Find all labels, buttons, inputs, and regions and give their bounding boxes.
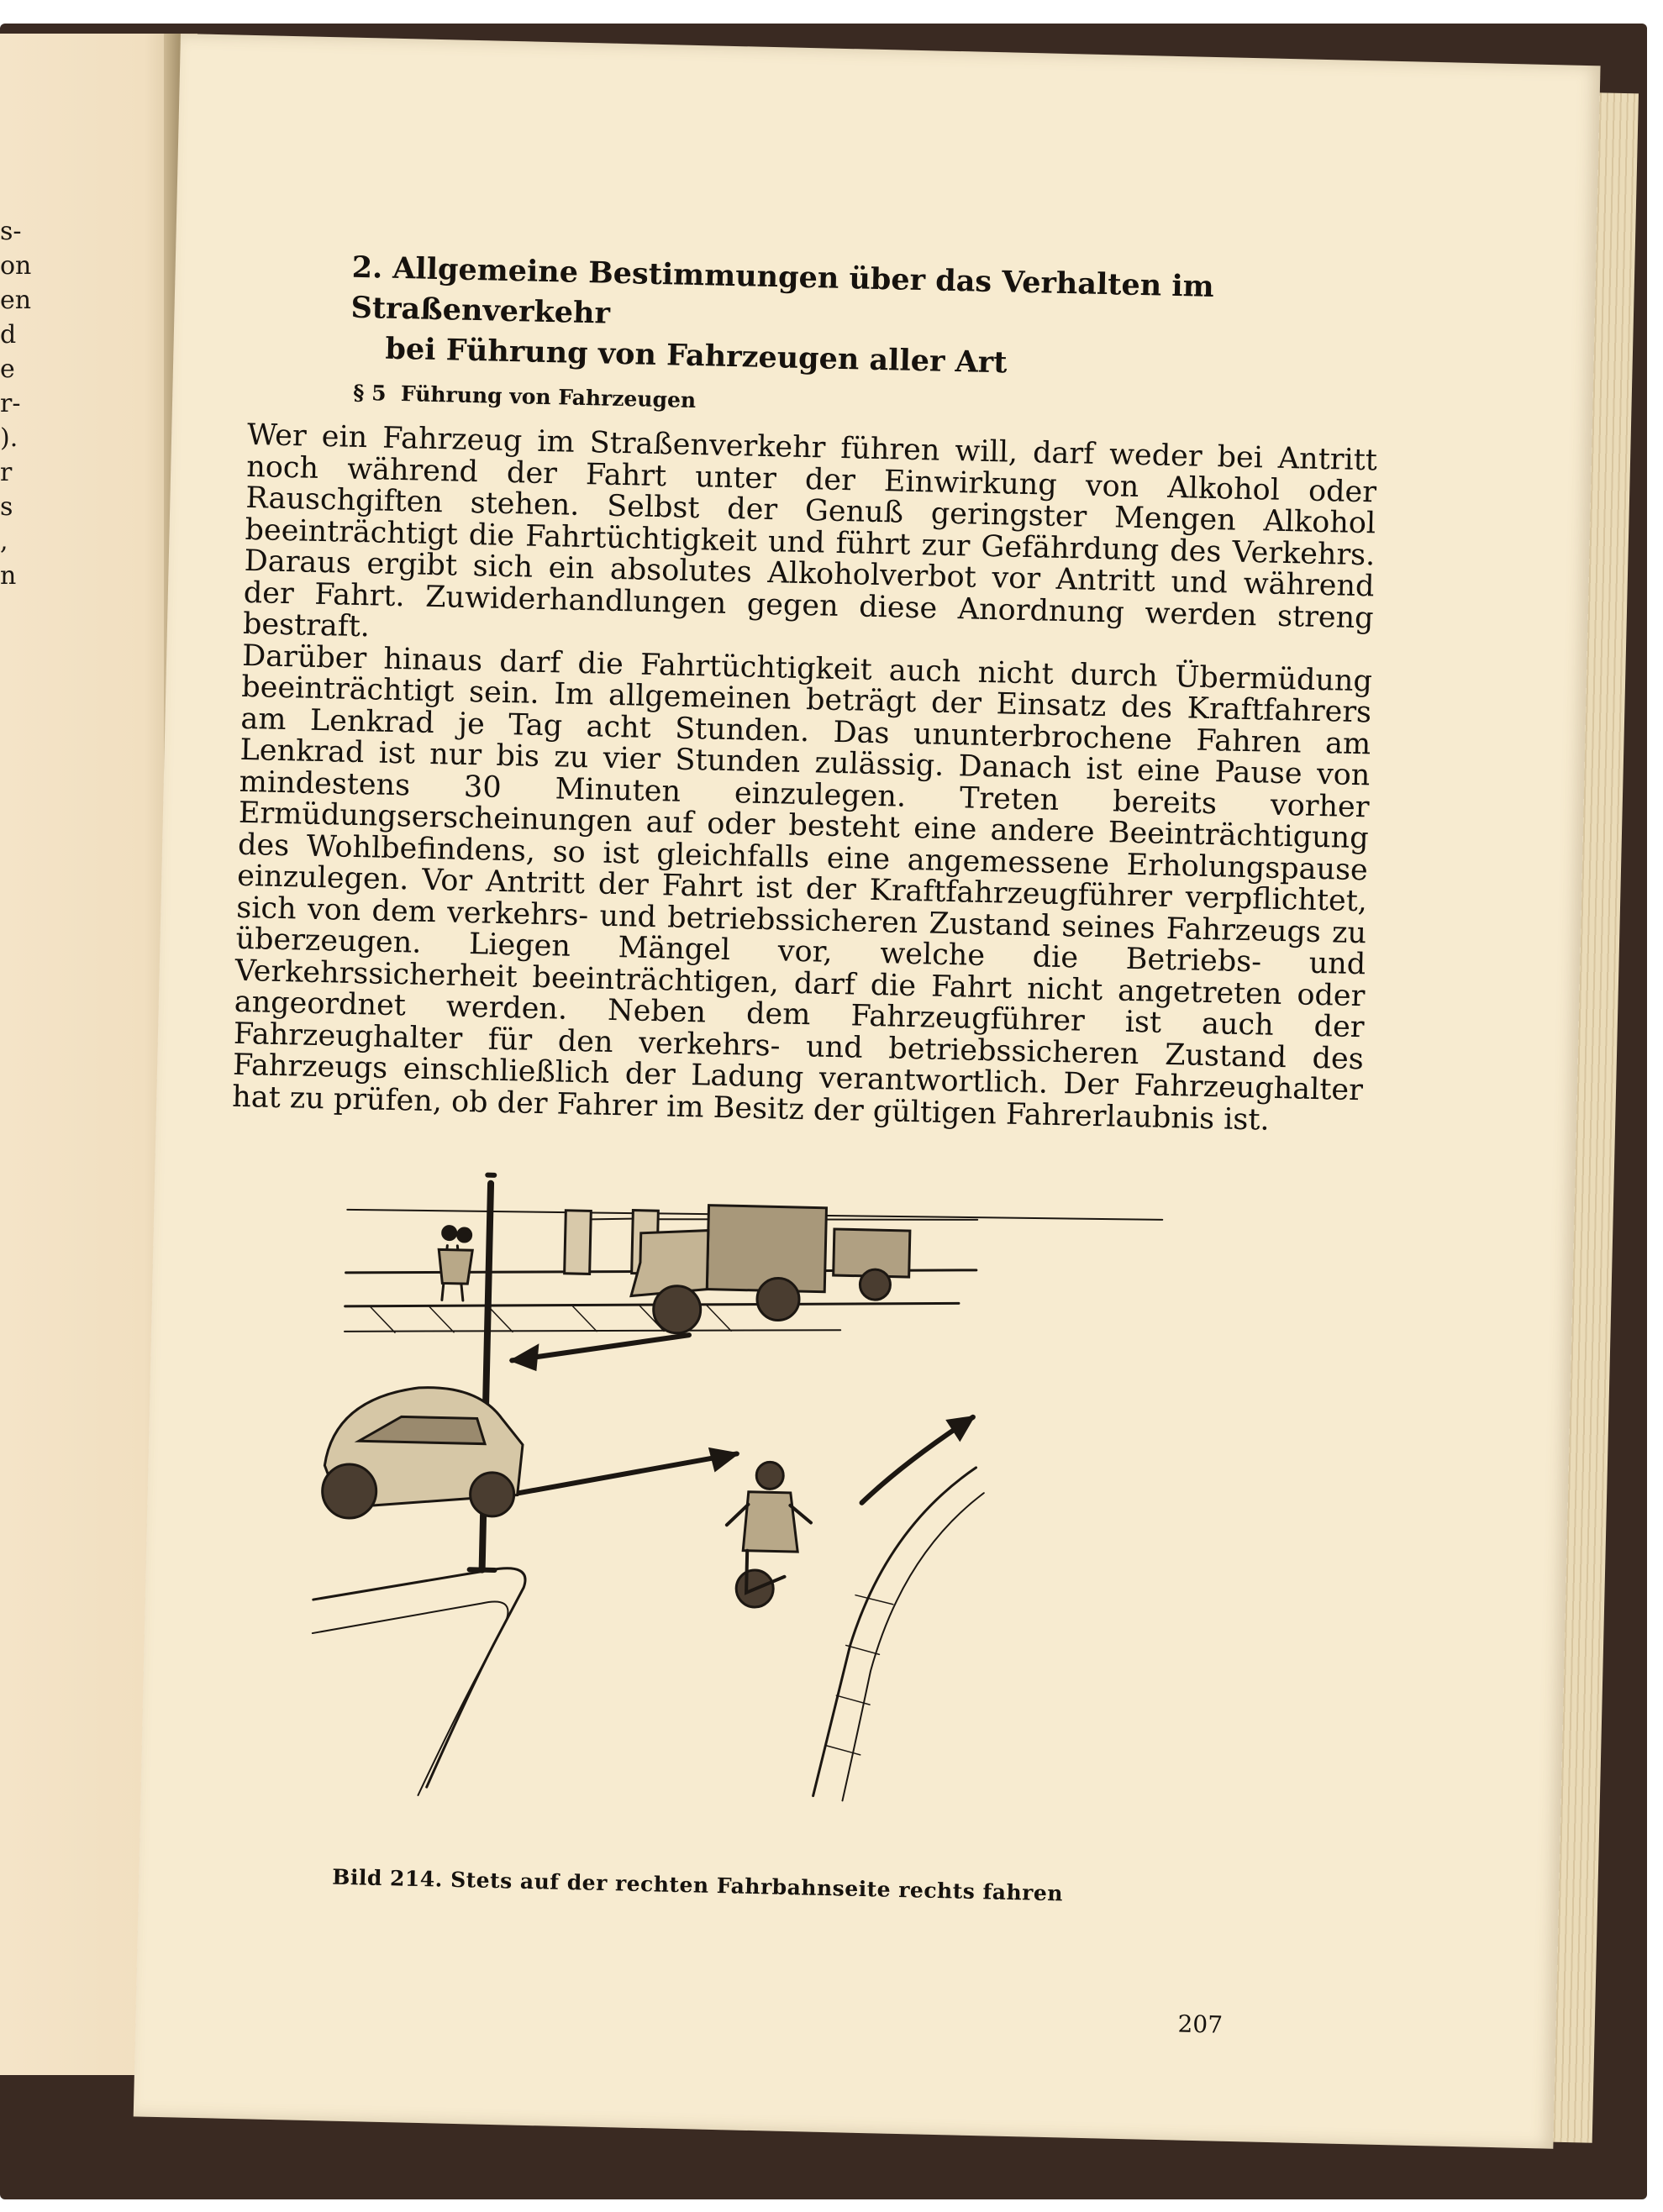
- left-page-fragment: s-: [0, 217, 22, 246]
- figure-caption: Bild 214. Stets auf der rechten Fahrbahnseite rechts fahren: [331, 1864, 1064, 1906]
- page-number: 207: [1177, 2010, 1224, 2039]
- left-page-fragment: r: [0, 458, 13, 487]
- left-page-fragment: ).: [0, 423, 18, 453]
- left-page-fragment: on: [0, 251, 32, 281]
- section-title-line2: bei Führung von Fahrzeugen aller Art: [385, 331, 1008, 381]
- left-page-fragment: d: [0, 320, 17, 349]
- book-page: [134, 34, 1601, 2149]
- paragraph-sign: § 5: [353, 380, 387, 406]
- left-page-fragment: n: [0, 561, 17, 591]
- body-paragraph-2: Darüber hinaus darf die Fahrtüchtigkeit auch nicht durch Übermüdung beeinträchtigt sein. Im allgemeinen beträgt der Einsatz des Kraftfahrers am Lenkrad je Tag acht Stunden. Das ununterbrochene Fahren am Lenkrad ist nur bis zu vier Stunden zulässig. Danach ist eine Pause von mindestens 30 Minuten einzulegen. Treten bereits vorher Ermüdungserscheinungen auf oder besteht eine andere Beeinträchtigung des Wohlbefindens, so ist gleichfalls eine angemessene Erholungspause einzulegen. Vor Antritt der Fahrt ist der Kraftfahrzeugführer verpflichtet, sich von dem verkehrs- und betriebssicheren Zustand seines Fahrzeugs zu überzeugen. Liegen Mängel vor, welche die Betriebs- und Verkehrssicherheit beeinträchtigen, darf die Fahrt nicht angetreten oder angeordnet werden. Neben dem Fahrzeugführer ist auch der Fahrzeughalter für den verkehrs- und betriebssicheren Zustand des Fahrzeugs einschließlich der Ladung verantwortlich. Der Fahrzeughalter hat zu prüfen, ob der Fahrer im Besitz der gültigen Fahrerlaubnis ist.: [231, 638, 1373, 1138]
- left-page-fragment: en: [0, 286, 32, 315]
- paragraph-title: Führung von Fahrzeugen: [400, 381, 697, 413]
- left-page-fragment: e: [0, 355, 15, 384]
- left-page-text-fragments: [0, 214, 50, 593]
- body-text: [232, 420, 1377, 1138]
- traffic-illustration: [224, 1161, 1264, 1822]
- section-heading: [350, 248, 1402, 392]
- paragraph-heading: [353, 381, 696, 412]
- section-title-line1: Allgemeine Bestimmungen über das Verhalten im Straßenverkehr: [350, 250, 1215, 331]
- body-paragraph-1: Wer ein Fahrzeug im Straßenverkehr führen will, darf weder bei Antritt noch während der Fahrt unter der Einwirkung von Alkohol oder Rauschgiften stehen. Selbst der Genuß geringster Mengen Alkohol beeinträchtigt die Fahrtüchtigkeit und führt zur Gefährdung des Verkehrs. Daraus ergibt sich ein absolutes Alkoholverbot vor Antritt und während der Fahrt. Zuwiderhandlungen gegen diese Anordnung werden streng bestraft.: [242, 418, 1378, 644]
- left-page-fragment: ,: [0, 527, 8, 556]
- section-number: 2.: [351, 250, 383, 286]
- left-page-fragment: s: [0, 492, 13, 522]
- left-page-fragment: r-: [0, 389, 21, 418]
